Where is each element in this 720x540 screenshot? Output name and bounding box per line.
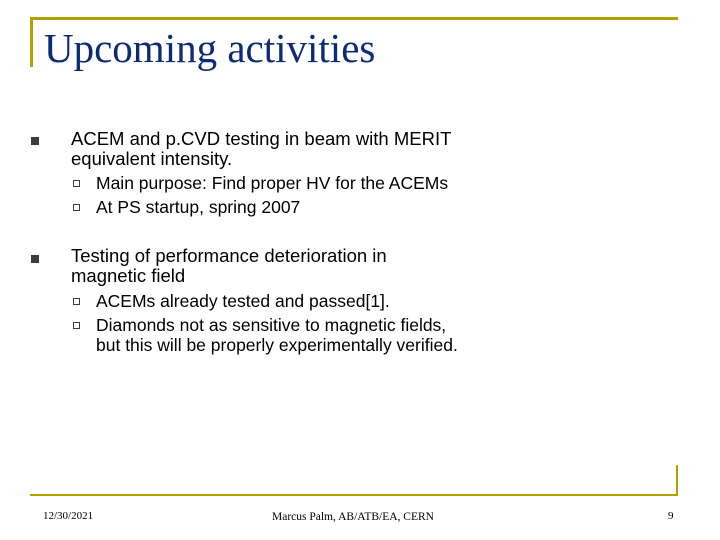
footer-page-number: 9 xyxy=(668,510,674,522)
subitem-text-line: Diamonds not as sensitive to magnetic fields, xyxy=(96,315,447,335)
filled-square-bullet-icon xyxy=(31,137,39,145)
item-text-line: magnetic field xyxy=(71,265,186,286)
hollow-square-bullet-icon xyxy=(73,322,80,329)
footer-date: 12/30/2021 xyxy=(43,510,94,522)
subitem-text-line: Main purpose: Find proper HV for the ACEMs xyxy=(96,173,449,193)
item-text-line: equivalent intensity. xyxy=(71,148,233,169)
filled-square-bullet-icon xyxy=(31,255,39,263)
subitem-text-line: ACEMs already tested and passed[1]. xyxy=(96,291,390,311)
hollow-square-bullet-icon xyxy=(73,298,80,305)
subitem-text-line: but this will be properly experimentally verified. xyxy=(96,335,458,355)
right-border-rule xyxy=(676,465,678,496)
bottom-border-rule xyxy=(30,494,678,496)
hollow-square-bullet-icon xyxy=(73,180,80,187)
hollow-square-bullet-icon xyxy=(73,204,80,211)
item-text-line: ACEM and p.CVD testing in beam with MERIT xyxy=(71,128,452,149)
item-text-line: Testing of performance deterioration in xyxy=(71,245,387,266)
footer-author: Marcus Palm, AB/ATB/EA, CERN xyxy=(272,511,434,523)
slide-title: Upcoming activities xyxy=(44,25,376,71)
subitem-text-line: At PS startup, spring 2007 xyxy=(96,197,301,217)
